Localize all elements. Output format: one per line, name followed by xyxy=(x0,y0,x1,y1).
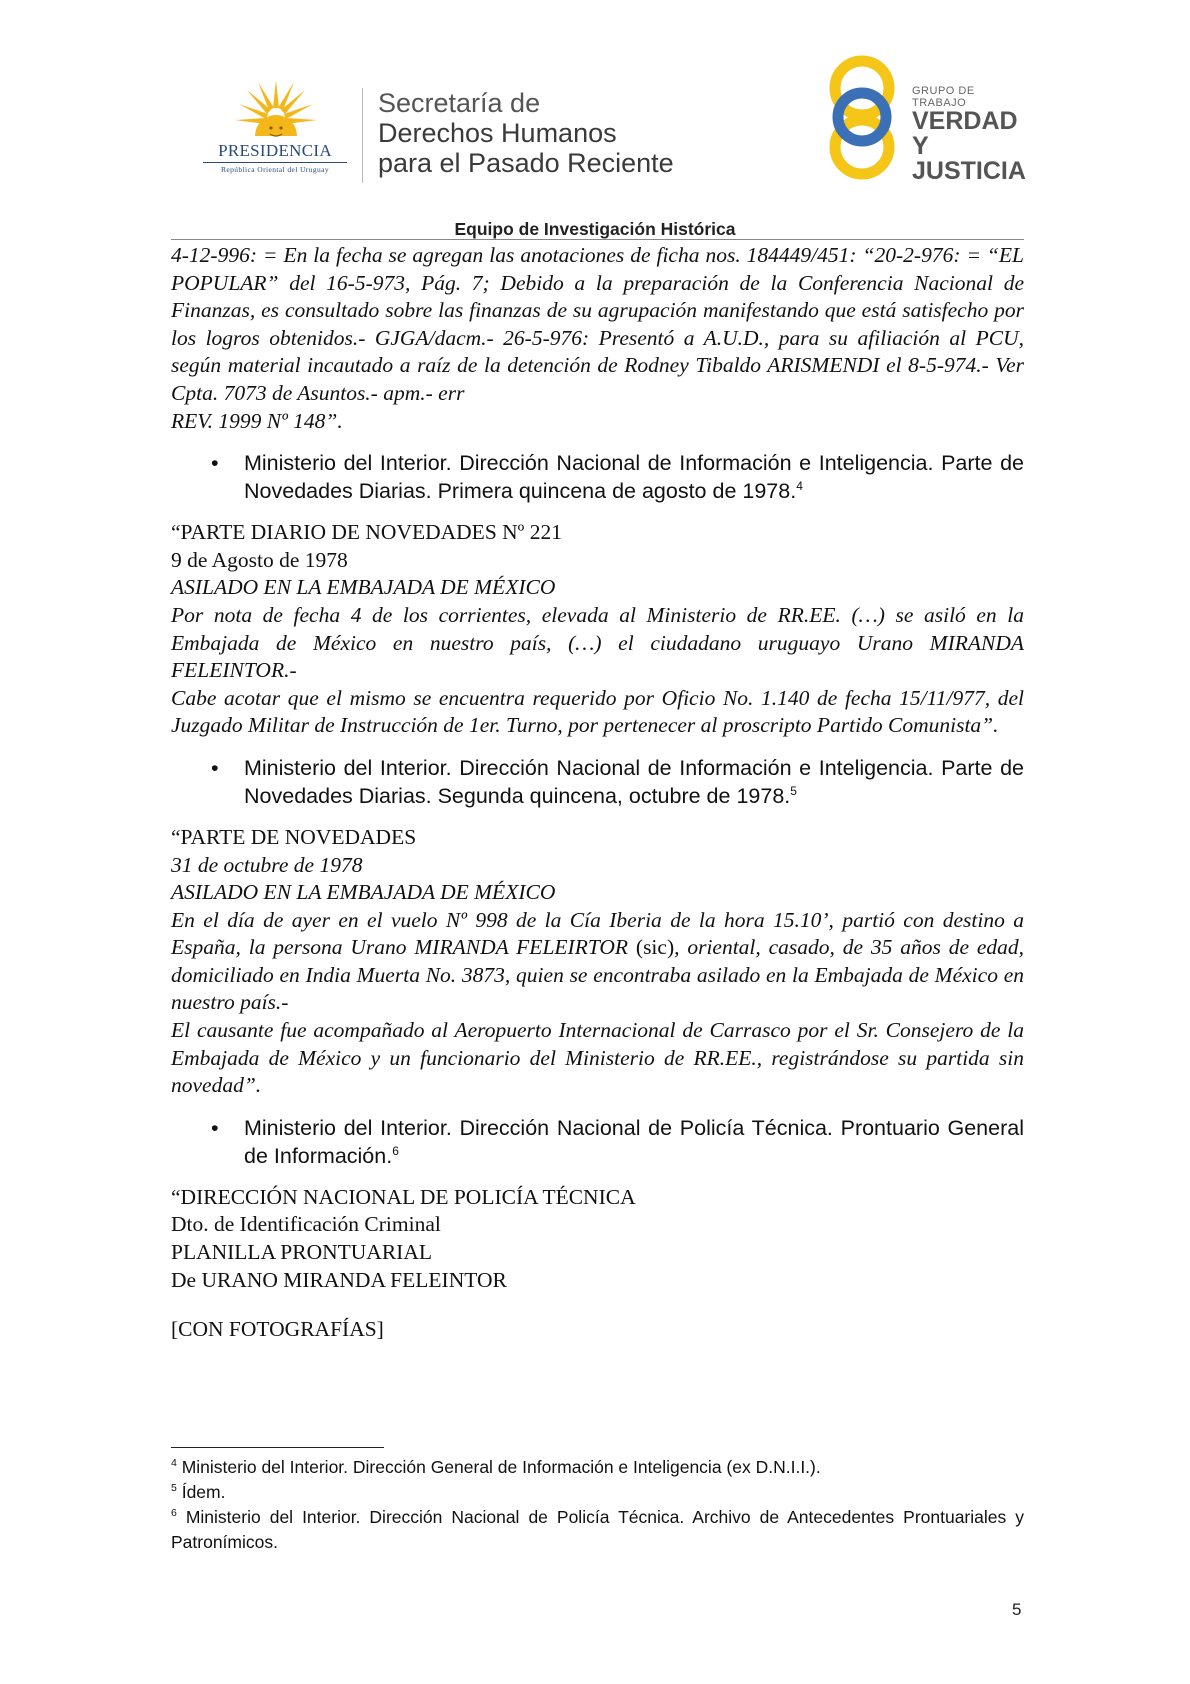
section3-line-1: “DIRECCIÓN NACIONAL DE POLICÍA TÉCNICA xyxy=(171,1184,636,1209)
section2-title: “PARTE DE NOVEDADES xyxy=(171,824,417,849)
bullet-dot: • xyxy=(211,1115,219,1140)
team-title: Equipo de Investigación Histórica xyxy=(454,219,736,239)
presidencia-rule xyxy=(203,162,347,163)
section3-line-5: [CON FOTOGRAFÍAS] xyxy=(171,1317,384,1342)
footnote-number: 6 xyxy=(171,1507,177,1520)
presidencia-logo xyxy=(195,78,355,183)
footnote-6 xyxy=(171,1505,1024,1555)
footnote-text: Ministerio del Interior. Dirección Nacional de Policía Técnica. Archivo de Antecedentes Prontuariales y Patronímicos. xyxy=(171,1507,1024,1552)
header-divider xyxy=(362,88,363,183)
section2-paragraph-1b: , oriental, casado, de 35 años de edad, domiciliado en India Muerta No. 3873, quien se encontraba asilado en la Embajada de México en nuestro país.- xyxy=(171,935,1024,1015)
bullet-dot: • xyxy=(211,451,219,476)
section2-heading: ASILADO EN LA EMBAJADA DE MÉXICO xyxy=(171,880,556,905)
footnote-ref-5: 5 xyxy=(790,783,797,798)
verdad-justicia-logo xyxy=(822,55,1032,185)
section3-line-4: De URANO MIRANDA FELEINTOR xyxy=(171,1267,507,1292)
header-rule xyxy=(171,239,1024,240)
rings-icon xyxy=(822,55,902,180)
section1-paragraph-1: Por nota de fecha 4 de los corrientes, elevada al Ministerio de RR.EE. (…) se asiló en la Embajada de México en nuestro país, (…) el ciudadano uruguayo Urano MIRANDA FELEINTOR.- xyxy=(171,602,1024,683)
sic-note: (sic) xyxy=(628,935,675,960)
footnote-4 xyxy=(171,1455,1024,1480)
footnote-ref-4: 4 xyxy=(796,479,803,493)
secretaria-logo-text xyxy=(378,88,674,178)
grupo-line-1: VERDAD Y xyxy=(912,107,1018,160)
footnote-5 xyxy=(171,1480,1024,1505)
bullet-dot: • xyxy=(211,755,219,780)
footnotes xyxy=(171,1455,1024,1555)
section1-paragraph-2: Cabe acotar que el mismo se encuentra requerido por Oficio No. 1.140 de fecha 15/11/977, del Juzgado Militar de Instrucción de 1er. Turno, por pertenecer al proscripto Partido Comunista”. xyxy=(171,685,1024,738)
page-number: 5 xyxy=(1012,1600,1022,1619)
footnote-number: 5 xyxy=(171,1482,177,1495)
presidencia-name: PRESIDENCIA xyxy=(218,141,332,160)
secretaria-line-3: para el Pasado Reciente xyxy=(378,148,674,178)
presidencia-subtitle: República Oriental del Uruguay xyxy=(220,165,329,174)
record-paragraph: 4-12-996: = En la fecha se agregan las anotaciones de ficha nos. 184449/451: “20-2-976: = “EL POPULAR” del 16-5-973, Pág. 7; Debido a la preparación de la Conferencia Nacional de Finanzas, es consultado sobre las finanzas de su agrupación manifestando que está satisfecho por los logros obtenidos.- GJGA/dacm.- 26-5-976: Presentó a A.U.D., para su afiliación al PCU, según material incautado a raíz de la detención de Rodney Tibaldo ARISMENDI el 8-5-974.- Ver Cpta. 7073 de Asuntos.- apm.- err xyxy=(171,243,1024,405)
source-bullet-1 xyxy=(171,449,1024,505)
record-rev-line: REV. 1999 Nº 148”. xyxy=(171,408,343,433)
sun-icon xyxy=(233,78,319,148)
footnote-ref-6: 6 xyxy=(392,1143,399,1158)
grupo-label: GRUPO DE TRABAJO xyxy=(912,85,975,109)
section2-paragraph-2: El causante fue acompañado al Aeropuerto Internacional de Carrasco por el Sr. Consejero de la Embajada de México y un funcionario del Ministerio de RR.EE., registrándose su partida sin novedad”. xyxy=(171,1018,1024,1098)
source-bullet-1-text: Ministerio del Interior. Dirección Nacional de Información e Inteligencia. Parte de Novedades Diarias. Primera quincena de agosto de 1978. xyxy=(244,451,1024,504)
footnote-text: Ministerio del Interior. Dirección General de Información e Inteligencia (ex D.N.I.I.). xyxy=(176,1457,821,1477)
grupo-line-2: JUSTICIA xyxy=(912,157,1026,185)
section2-paragraph-1a: En el día de ayer en el vuelo Nº 998 de la Cía Iberia de la hora 15.10’, partió con destino a España, la persona Urano MIRANDA FELEIRTOR xyxy=(171,907,1024,960)
section3-line-3: PLANILLA PRONTUARIAL xyxy=(171,1240,432,1265)
footnote-separator xyxy=(171,1447,384,1448)
footnote-number: 4 xyxy=(171,1457,177,1470)
footnote-text: Ídem. xyxy=(176,1482,226,1502)
section1-date: 9 de Agosto de 1978 xyxy=(171,547,348,572)
page-header xyxy=(0,0,1190,240)
secretaria-line-1: Secretaría de xyxy=(378,88,541,118)
source-bullet-3-text: Ministerio del Interior. Dirección Nacional de Policía Técnica. Prontuario General de Información. xyxy=(244,1115,1024,1168)
verdad-justicia-text xyxy=(912,85,1032,184)
section1-heading: ASILADO EN LA EMBAJADA DE MÉXICO xyxy=(171,575,556,600)
spacer xyxy=(171,1294,1024,1316)
section1-title: “PARTE DIARIO DE NOVEDADES Nº 221 xyxy=(171,520,562,545)
source-bullet-2 xyxy=(171,754,1024,810)
source-bullet-3 xyxy=(171,1114,1024,1170)
section2-date: 31 de octubre de 1978 xyxy=(171,852,363,877)
secretaria-line-2: Derechos Humanos xyxy=(378,118,617,148)
document-body xyxy=(171,242,1024,1344)
section2-paragraph-1 xyxy=(171,907,1024,1017)
section3-line-2: Dto. de Identificación Criminal xyxy=(171,1212,441,1237)
source-bullet-2-text: Ministerio del Interior. Dirección Nacional de Información e Inteligencia. Parte de Novedades Diarias. Segunda quincena, octubre de 1978. xyxy=(244,755,1024,808)
